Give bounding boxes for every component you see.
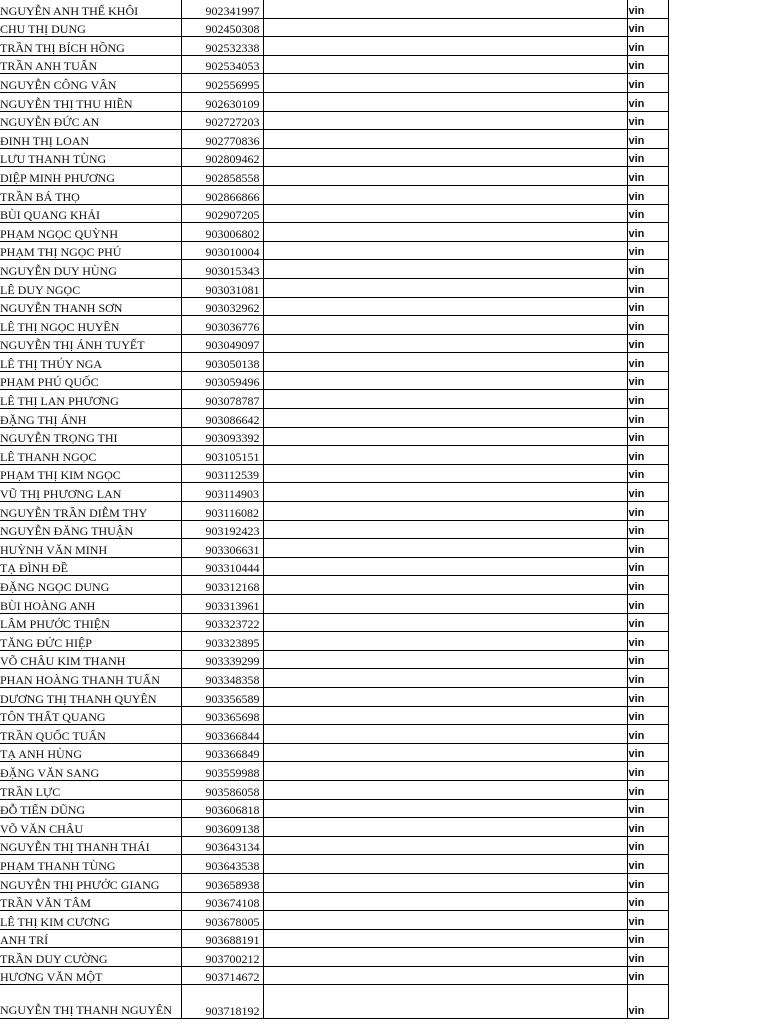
network-cell: vin [627,836,668,855]
phone-cell: 902809462 [181,148,263,167]
blank-cell [263,409,627,428]
name-cell: DƯƠNG THỊ THANH QUYÊN [0,687,181,706]
network-cell: vin [627,241,668,260]
name-cell: NGUYỄN ĐỨC AN [0,111,181,130]
name-cell: BÙI HOÀNG ANH [0,595,181,614]
network-cell: vin [627,632,668,651]
phone-cell: 902450308 [181,18,263,37]
network-cell: vin [627,539,668,558]
table-row [0,92,668,111]
phone-cell: 903714672 [181,966,263,985]
table-row [0,706,668,725]
name-cell: NGUYỄN ANH THẾ KHÔI [0,0,181,18]
name-cell: LÊ THỊ THÚY NGA [0,353,181,372]
network-cell: vin [627,427,668,446]
phone-cell: 903050138 [181,353,263,372]
name-cell: CHU THỊ DUNG [0,18,181,37]
table-row [0,316,668,335]
network-cell: vin [627,669,668,688]
blank-cell [263,18,627,37]
network-cell: vin [627,873,668,892]
network-cell: vin [627,18,668,37]
network-cell: vin [627,502,668,521]
table-row [0,502,668,521]
blank-cell [263,780,627,799]
network-cell: vin [627,334,668,353]
name-cell: NGUYỄN CÔNG VÂN [0,74,181,93]
phone-cell: 903339299 [181,650,263,669]
table-row [0,892,668,911]
network-cell: vin [627,911,668,930]
table-row [0,520,668,539]
phone-cell: 903366849 [181,743,263,762]
network-cell: vin [627,520,668,539]
phone-cell: 903078787 [181,390,263,409]
name-cell: PHAN HOÀNG THANH TUẤN [0,669,181,688]
network-cell: vin [627,185,668,204]
network-cell: vin [627,576,668,595]
name-cell: ĐẶNG THỊ ÁNH [0,409,181,428]
name-cell: LÊ THANH NGỌC [0,446,181,465]
blank-cell [263,669,627,688]
table-row [0,55,668,74]
phone-cell: 903006802 [181,223,263,242]
table-row [0,836,668,855]
blank-cell [263,502,627,521]
name-cell: TRẦN VĂN TÂM [0,892,181,911]
name-cell: NGUYỄN THỊ ÁNH TUYẾT [0,334,181,353]
blank-cell [263,725,627,744]
phone-cell: 903093392 [181,427,263,446]
phone-cell: 903643538 [181,855,263,874]
name-cell: HƯƠNG VĂN MỘT [0,966,181,985]
network-cell: vin [627,929,668,948]
name-cell: NGUYỄN DUY HÙNG [0,260,181,279]
phone-cell: 903036776 [181,316,263,335]
blank-cell [263,873,627,892]
phone-cell: 903105151 [181,446,263,465]
network-cell: vin [627,706,668,725]
phone-cell: 903323722 [181,613,263,632]
network-cell: vin [627,780,668,799]
name-cell: VÕ VĂN CHÂU [0,818,181,837]
table-row [0,557,668,576]
phone-cell: 902630109 [181,92,263,111]
name-cell: BÙI QUANG KHẢI [0,204,181,223]
phone-cell: 902770836 [181,130,263,149]
blank-cell [263,576,627,595]
name-cell: NGUYỄN TRẦN DIỄM THY [0,502,181,521]
table-row [0,911,668,930]
name-cell: TRẦN QUỐC TUẤN [0,725,181,744]
name-cell: PHẠM THANH TÙNG [0,855,181,874]
phone-cell: 903059496 [181,371,263,390]
network-cell: vin [627,687,668,706]
name-cell: LÊ DUY NGỌC [0,278,181,297]
phone-cell: 902866866 [181,185,263,204]
network-cell: vin [627,464,668,483]
phone-cell: 903310444 [181,557,263,576]
table-row [0,148,668,167]
name-cell: TẠ ANH HÙNG [0,743,181,762]
network-cell: vin [627,799,668,818]
blank-cell [263,743,627,762]
phone-cell: 903674108 [181,892,263,911]
blank-cell [263,483,627,502]
table-row [0,632,668,651]
network-cell: vin [627,483,668,502]
blank-cell [263,836,627,855]
name-cell: VŨ THỊ PHƯƠNG LAN [0,483,181,502]
phone-cell: 903365698 [181,706,263,725]
network-cell: vin [627,223,668,242]
blank-cell [263,595,627,614]
name-cell: PHẠM THỊ KIM NGỌC [0,464,181,483]
name-cell: TRẦN BÁ THỌ [0,185,181,204]
table-row [0,799,668,818]
table-row [0,929,668,948]
blank-cell [263,911,627,930]
blank-cell [263,539,627,558]
table-row [0,446,668,465]
name-cell: LÂM PHƯỚC THIỆN [0,613,181,632]
table-row [0,818,668,837]
network-cell: vin [627,371,668,390]
phone-cell: 903312168 [181,576,263,595]
network-cell: vin [627,148,668,167]
blank-cell [263,650,627,669]
table-row [0,985,668,1019]
phone-cell: 903688191 [181,929,263,948]
name-cell: NGUYỄN TRỌNG THI [0,427,181,446]
name-cell: ĐỖ TIẾN DŨNG [0,799,181,818]
table-row [0,223,668,242]
phone-cell: 903356589 [181,687,263,706]
blank-cell [263,390,627,409]
network-cell: vin [627,74,668,93]
table-row [0,948,668,967]
phone-cell: 903323895 [181,632,263,651]
network-cell: vin [627,892,668,911]
network-cell: vin [627,353,668,372]
blank-cell [263,278,627,297]
name-cell: PHẠM PHÚ QUỐC [0,371,181,390]
blank-cell [263,520,627,539]
name-cell: PHẠM THỊ NGỌC PHÚ [0,241,181,260]
blank-cell [263,371,627,390]
phone-cell: 902727203 [181,111,263,130]
blank-cell [263,167,627,186]
network-cell: vin [627,130,668,149]
name-cell: NGUYỄN ĐĂNG THUẬN [0,520,181,539]
table-row [0,167,668,186]
table-row [0,204,668,223]
phone-cell: 903609138 [181,818,263,837]
blank-cell [263,0,627,18]
table-row [0,371,668,390]
blank-cell [263,185,627,204]
phone-cell: 903306631 [181,539,263,558]
blank-cell [263,464,627,483]
name-cell: TĂNG ĐỨC HIỆP [0,632,181,651]
network-cell: vin [627,818,668,837]
phone-cell: 903086642 [181,409,263,428]
phone-cell: 903313961 [181,595,263,614]
name-cell: HUỲNH VĂN MINH [0,539,181,558]
blank-cell [263,855,627,874]
table-row [0,37,668,56]
table-row [0,74,668,93]
blank-cell [263,92,627,111]
blank-cell [263,111,627,130]
table-row [0,873,668,892]
name-cell: LÊ THỊ NGỌC HUYỀN [0,316,181,335]
table-row [0,743,668,762]
table-row [0,260,668,279]
phone-cell: 902341997 [181,0,263,18]
blank-cell [263,316,627,335]
network-cell: vin [627,92,668,111]
table-row [0,855,668,874]
phone-cell: 903116082 [181,502,263,521]
blank-cell [263,427,627,446]
network-cell: vin [627,297,668,316]
name-cell: LƯU THANH TÙNG [0,148,181,167]
phone-cell: 903015343 [181,260,263,279]
table-row [0,576,668,595]
name-cell: NGUYỄN THỊ PHƯỚC GIANG [0,873,181,892]
phone-cell: 903031081 [181,278,263,297]
network-cell: vin [627,446,668,465]
name-cell: NGUYỄN THANH SƠN [0,297,181,316]
table-row [0,539,668,558]
blank-cell [263,687,627,706]
network-cell: vin [627,650,668,669]
blank-cell [263,762,627,781]
name-cell: NGUYỄN THỊ THU HIỀN [0,92,181,111]
name-cell: LÊ THỊ KIM CƯƠNG [0,911,181,930]
blank-cell [263,241,627,260]
network-cell: vin [627,111,668,130]
name-cell: TRẦN THỊ BÍCH HỒNG [0,37,181,56]
phone-cell: 903718192 [181,985,263,1019]
network-cell: vin [627,37,668,56]
table-row [0,353,668,372]
table-row [0,111,668,130]
network-cell: vin [627,743,668,762]
blank-cell [263,706,627,725]
blank-cell [263,966,627,985]
table-row [0,762,668,781]
blank-cell [263,892,627,911]
name-cell: VÕ CHÂU KIM THANH [0,650,181,669]
network-cell: vin [627,855,668,874]
name-cell: ANH TRÍ [0,929,181,948]
phone-cell: 903678005 [181,911,263,930]
network-cell: vin [627,948,668,967]
phone-cell: 903658938 [181,873,263,892]
phone-cell: 902907205 [181,204,263,223]
phone-cell: 903700212 [181,948,263,967]
phone-cell: 903192423 [181,520,263,539]
table-row [0,18,668,37]
blank-cell [263,74,627,93]
phone-cell: 902532338 [181,37,263,56]
phone-cell: 903112539 [181,464,263,483]
blank-cell [263,557,627,576]
phone-cell: 903643134 [181,836,263,855]
blank-cell [263,260,627,279]
table-row [0,966,668,985]
blank-cell [263,948,627,967]
table-row [0,687,668,706]
network-cell: vin [627,557,668,576]
network-cell: vin [627,595,668,614]
table-row [0,595,668,614]
name-cell: TRẦN LỰC [0,780,181,799]
network-cell: vin [627,55,668,74]
blank-cell [263,297,627,316]
phone-cell: 903348358 [181,669,263,688]
name-cell: TẠ ĐÌNH ĐỀ [0,557,181,576]
name-cell: TRẦN ANH TUẤN [0,55,181,74]
name-cell: TÔN THẤT QUANG [0,706,181,725]
blank-cell [263,148,627,167]
network-cell: vin [627,985,668,1019]
blank-cell [263,204,627,223]
blank-cell [263,130,627,149]
blank-cell [263,353,627,372]
network-cell: vin [627,316,668,335]
phone-cell: 902858558 [181,167,263,186]
network-cell: vin [627,762,668,781]
blank-cell [263,799,627,818]
blank-cell [263,446,627,465]
blank-cell [263,818,627,837]
network-cell: vin [627,0,668,18]
blank-cell [263,632,627,651]
name-cell: TRẦN DUY CƯỜNG [0,948,181,967]
blank-cell [263,334,627,353]
phone-cell: 903010004 [181,241,263,260]
phone-cell: 902556995 [181,74,263,93]
network-cell: vin [627,966,668,985]
table-row [0,409,668,428]
table-row [0,613,668,632]
table-row [0,483,668,502]
name-cell: ĐINH THỊ LOAN [0,130,181,149]
network-cell: vin [627,613,668,632]
table-row [0,464,668,483]
blank-cell [263,985,627,1019]
name-cell: ĐẶNG VĂN SANG [0,762,181,781]
name-cell: PHẠM NGỌC QUỲNH [0,223,181,242]
table-row [0,650,668,669]
table-row [0,297,668,316]
table-row [0,130,668,149]
phone-cell: 903559988 [181,762,263,781]
name-cell: NGUYỄN THỊ THANH NGUYÊN [0,985,181,1019]
phone-cell: 903049097 [181,334,263,353]
table-row [0,278,668,297]
network-cell: vin [627,725,668,744]
phone-cell: 903606818 [181,799,263,818]
phone-cell: 903586058 [181,780,263,799]
blank-cell [263,929,627,948]
table-row [0,390,668,409]
table-row [0,0,668,18]
table-row [0,185,668,204]
network-cell: vin [627,390,668,409]
table-row [0,334,668,353]
table-row [0,669,668,688]
table-row [0,427,668,446]
blank-cell [263,37,627,56]
table-row [0,725,668,744]
blank-cell [263,223,627,242]
network-cell: vin [627,167,668,186]
network-cell: vin [627,409,668,428]
phone-cell: 903114903 [181,483,263,502]
network-cell: vin [627,260,668,279]
phone-cell: 903032962 [181,297,263,316]
name-cell: DIỆP MINH PHƯƠNG [0,167,181,186]
blank-cell [263,613,627,632]
table-row [0,780,668,799]
phone-cell: 903366844 [181,725,263,744]
name-cell: ĐẶNG NGỌC DUNG [0,576,181,595]
phone-cell: 902534053 [181,55,263,74]
name-cell: NGUYỄN THỊ THANH THÁI [0,836,181,855]
name-cell: LÊ THỊ LAN PHƯƠNG [0,390,181,409]
network-cell: vin [627,204,668,223]
blank-cell [263,55,627,74]
table-row [0,241,668,260]
network-cell: vin [627,278,668,297]
